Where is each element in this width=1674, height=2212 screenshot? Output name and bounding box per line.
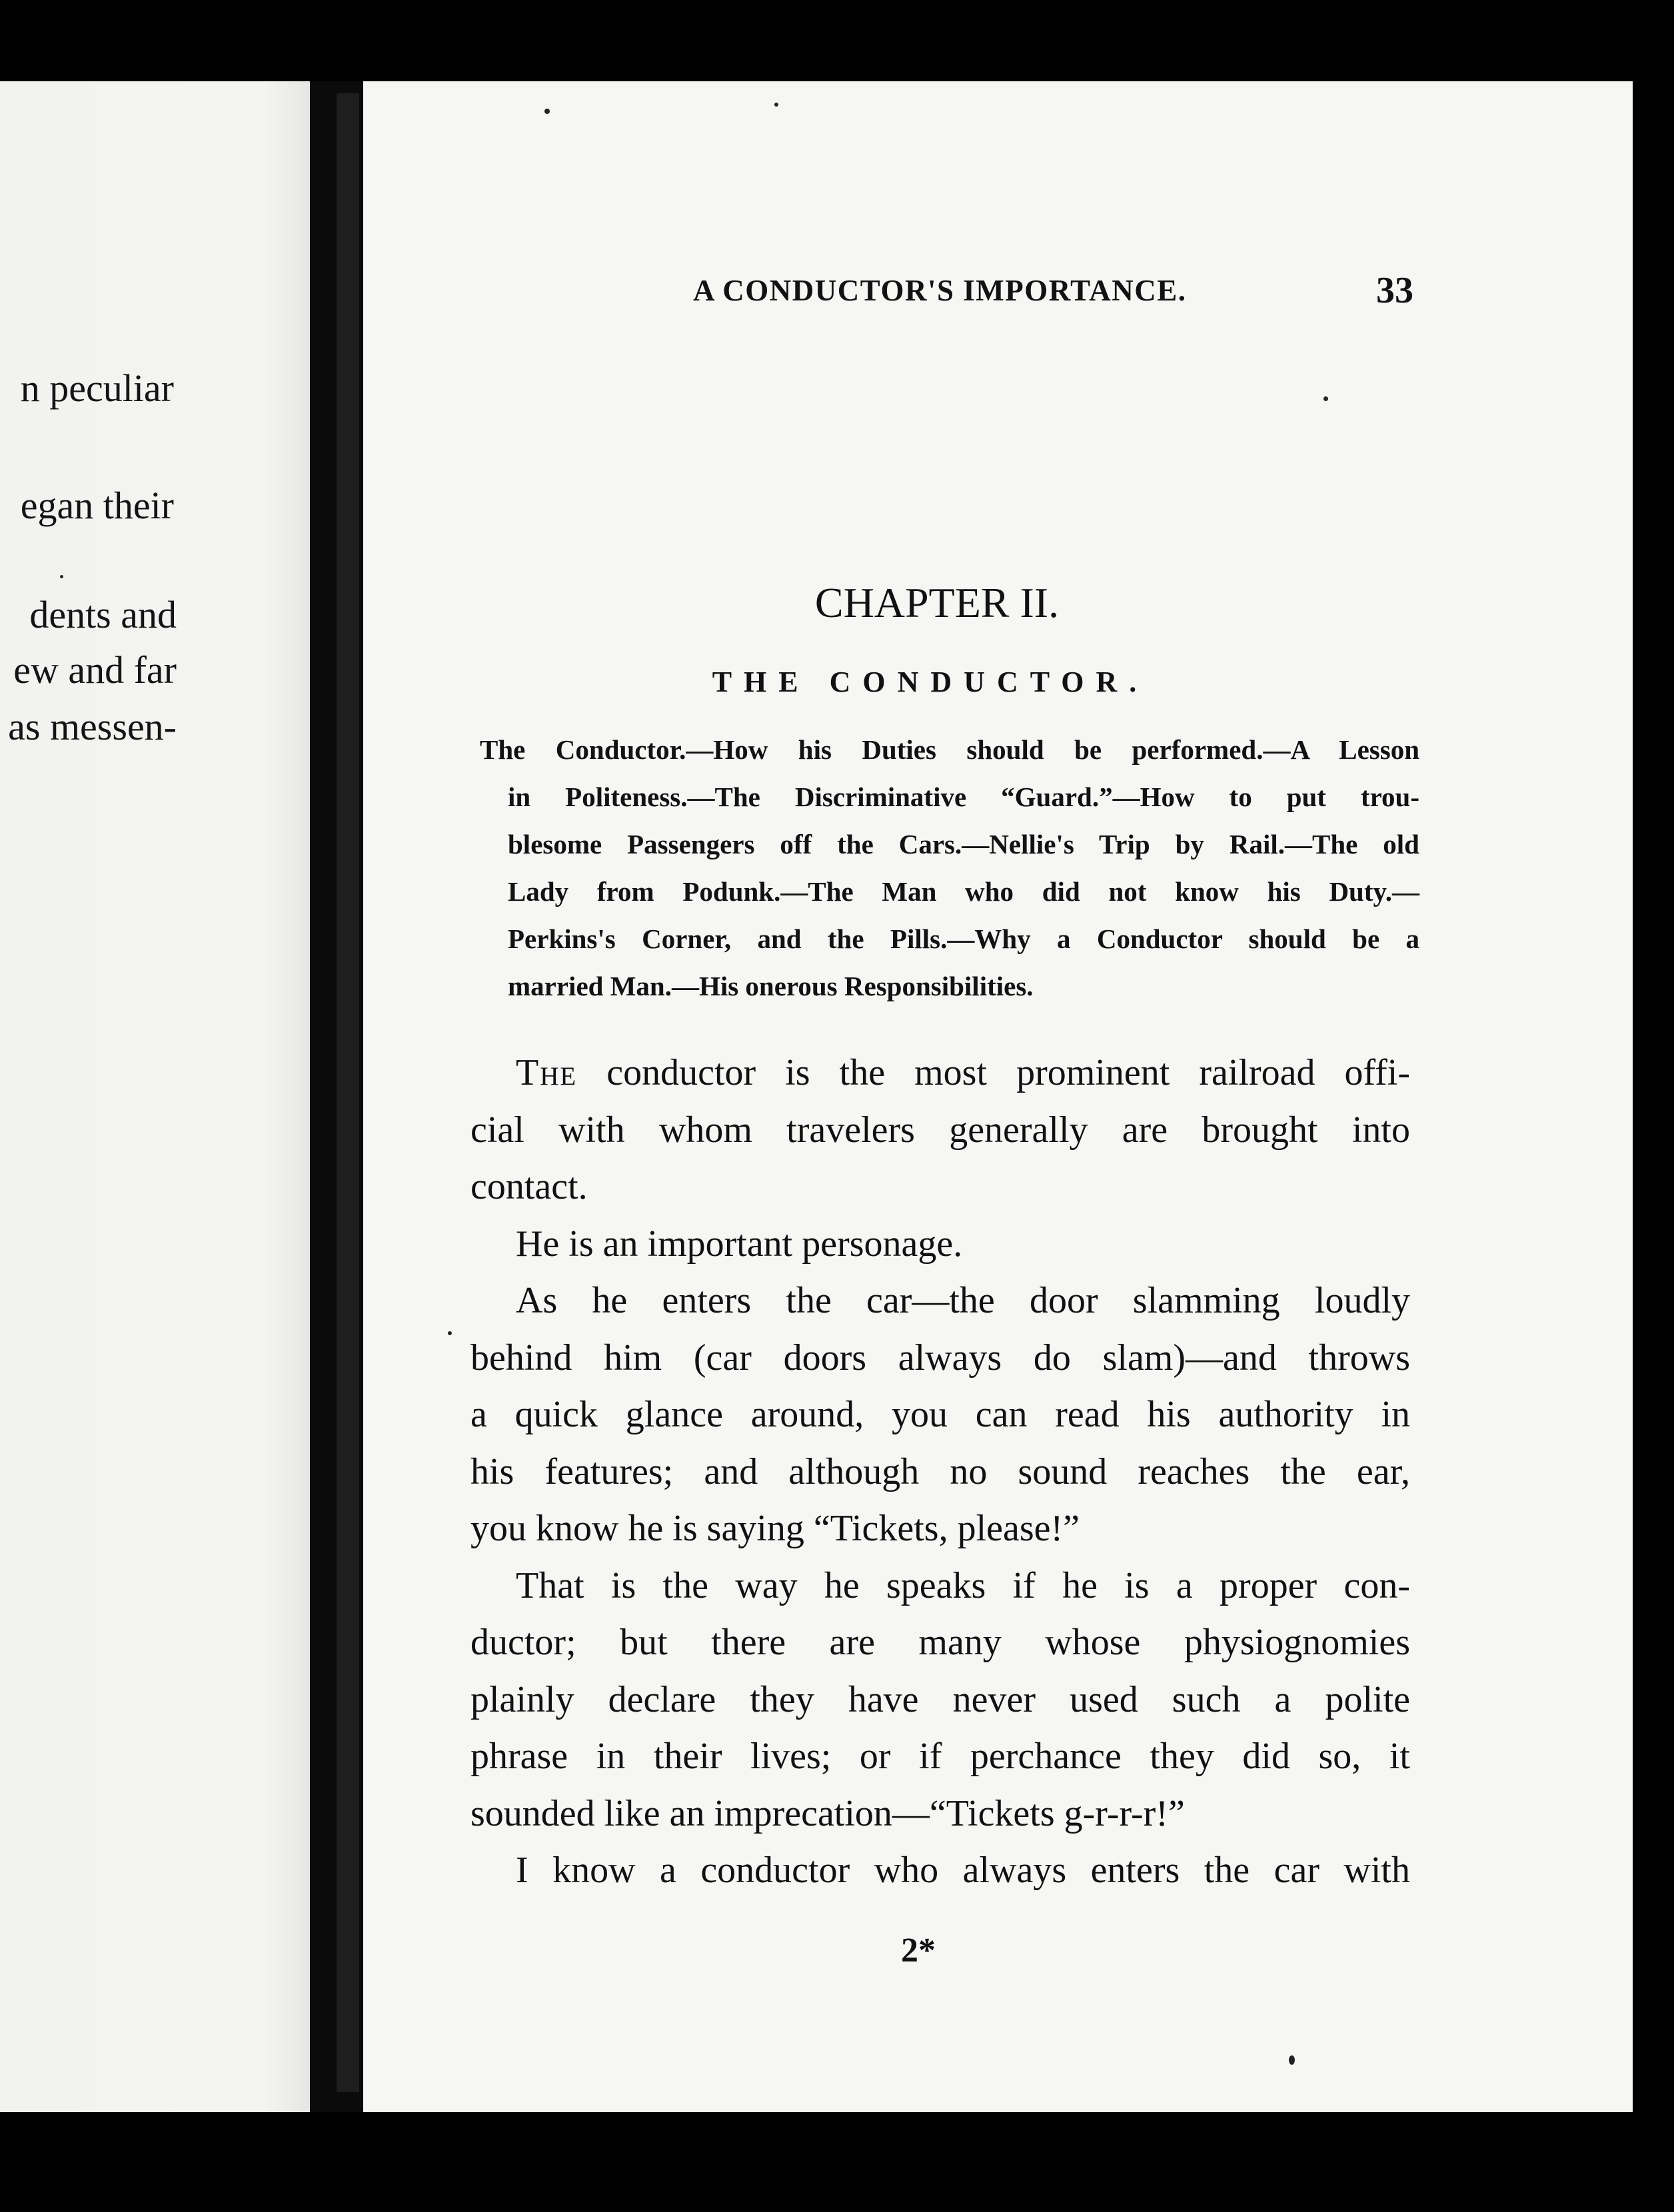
running-head: A CONDUCTOR'S IMPORTANCE. (693, 274, 1187, 307)
body-line: cial with whom travelers generally are brought into (470, 1109, 1410, 1151)
drop-lead-word: The (516, 1052, 578, 1093)
synopsis-line: in Politeness.—The Discriminative “Guard.”—How to put trou- (508, 782, 1419, 812)
chapter-title: CHAPTER II. (814, 579, 1060, 626)
body-line-text: conductor is the most prominent railroad offi- (577, 1052, 1410, 1093)
printer-signature-mark: 2* (901, 1932, 936, 1969)
facing-page-text-line: egan their (20, 484, 174, 527)
facing-page-text-line: as messen- (8, 705, 177, 748)
print-speck (60, 575, 63, 578)
body-line: a quick glance around, you can read his authority in (470, 1394, 1410, 1435)
body-line: contact. (470, 1166, 588, 1207)
facing-page-text-line: dents and (29, 593, 177, 636)
body-line: I know a conductor who always enters the car with (516, 1850, 1410, 1891)
facing-page-text-line: n peculiar (20, 366, 174, 410)
body-line: He is an important personage. (516, 1223, 963, 1265)
body-line: plainly declare they have never used such a polite (470, 1678, 1410, 1720)
body-line: you know he is saying “Tickets, please!” (470, 1508, 1080, 1549)
print-speck (448, 1331, 452, 1335)
page-number: 33 (1376, 270, 1413, 311)
synopsis-line: blesome Passengers off the Cars.—Nellie's Trip by Rail.—The old (508, 829, 1419, 859)
synopsis-line: The Conductor.—How his Duties should be performed.—A Lesson (480, 734, 1419, 765)
print-speck (1289, 2055, 1295, 2065)
body-line: That is the way he speaks if he is a proper con- (516, 1564, 1410, 1606)
body-line: behind him (car doors always do slam)—and throws (470, 1337, 1410, 1379)
synopsis-line: Perkins's Corner, and the Pills.—Why a Conductor should be a (508, 923, 1419, 954)
synopsis-line: Lady from Podunk.—The Man who did not know his Duty.— (508, 876, 1419, 907)
body-line: ductor; but there are many whose physiognomies (470, 1622, 1410, 1663)
print-speck (774, 103, 778, 107)
print-speck (544, 109, 550, 114)
facing-page-text-line: ew and far (13, 648, 177, 692)
print-speck (1323, 396, 1328, 401)
synopsis-line: married Man.—His onerous Responsibilities. (508, 971, 1034, 1001)
body-line (516, 1045, 1410, 1102)
facing-page (0, 81, 310, 2112)
body-line: phrase in their lives; or if perchance they did so, it (470, 1736, 1410, 1777)
body-line: his features; and although no sound reaches the ear, (470, 1450, 1410, 1492)
body-line: sounded like an imprecation—“Tickets g-r-r-r!” (470, 1792, 1185, 1834)
body-text (470, 1045, 1410, 1900)
chapter-subtitle: THE CONDUCTOR. (712, 666, 1149, 698)
page-edge-shadow (337, 93, 359, 2092)
body-line: As he enters the car—the door slamming loudly (516, 1280, 1410, 1321)
chapter-synopsis (480, 726, 1419, 1010)
